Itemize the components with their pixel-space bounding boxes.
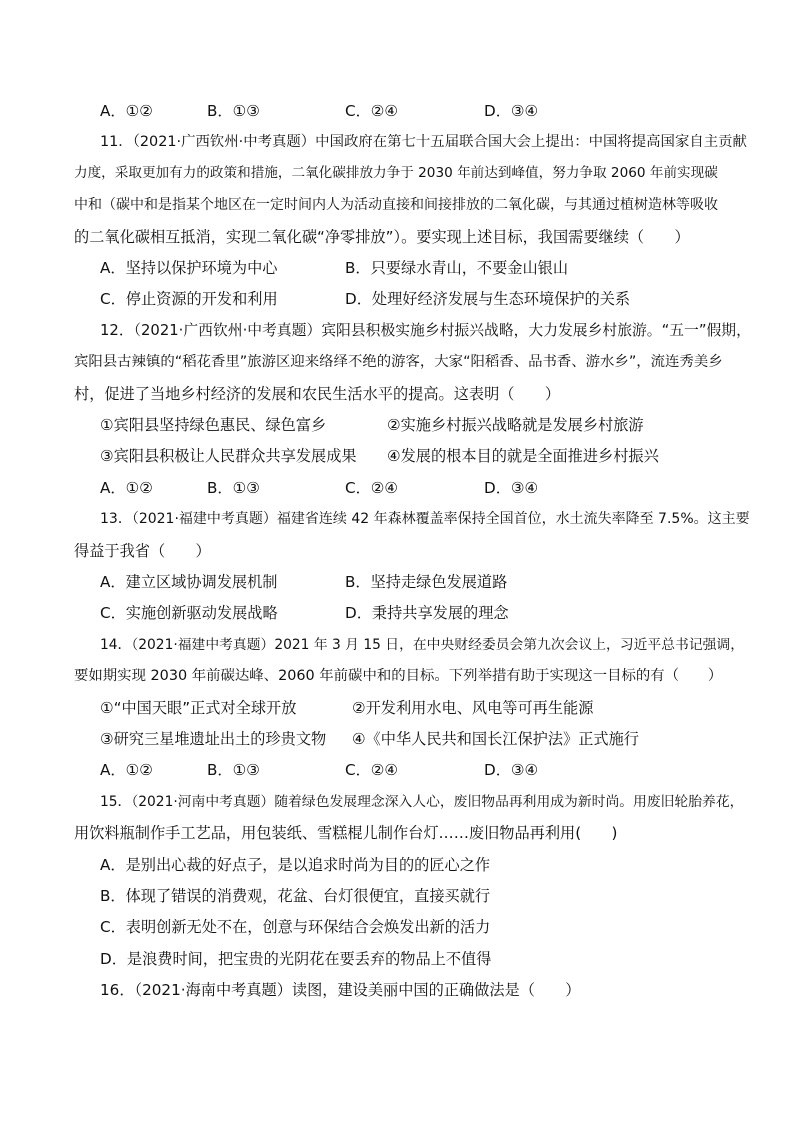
q14-statement-2: ②开发利用水电、风电等可再生能源 [352,699,594,717]
q11-options-row-2 [100,289,720,309]
q13-option-b: B．坚持走绿色发展道路 [345,573,508,591]
q14-statement-1: ①“中国天眼”正式对全球开放 [100,699,297,717]
q11-stem-line-1: 11．（2021·广西钦州·中考真题）中国政府在第七十五届联合国大会上提出：中国将提高国家自主贡献 [100,134,747,150]
q15-stem-line-2: 用饮料瓶制作手工艺品，用包装纸、雪糕棍儿制作台灯……废旧物品再利用( ) [74,824,618,842]
q13-option-a: A．建立区域协调发展机制 [100,573,278,591]
q11-stem-line-4: 的二氧化碳相互抵消，实现二氧化碳“净零排放”）。要实现上述目标，我国需要继续（ ） [74,228,690,246]
q12-statement-2: ②实施乡村振兴战略就是发展乡村旅游 [387,416,644,434]
q15-stem-line-1: 15．（2021·河南中考真题）随着绿色发展理念深入人心，废旧物品再利用成为新时尚。用废旧轮胎养花， [100,794,744,810]
q11-option-a: A．坚持以保护环境为中心 [100,259,278,277]
q12-statement-4: ④发展的根本目的就是全面推进乡村振兴 [387,447,659,465]
q12-option-a: A．①② [100,479,153,497]
q11-option-c: C．停止资源的开发和利用 [100,290,278,308]
q11-options-row-1 [100,258,720,278]
q12-option-b: B．①③ [207,479,260,497]
q12-option-d: D．③④ [484,479,539,497]
q10-option-c: C．②④ [345,102,399,120]
q12-stem-line-1: 12．（2021·广西钦州·中考真题）宾阳县积极实施乡村振兴战略，大力发展乡村旅游。“五一”假期， [100,322,751,339]
q13-stem-line-2: 得益于我省（ ） [74,542,211,560]
q14-statements-row-2 [100,729,720,749]
q11-stem-line-2: 力度，采取更加有力的政策和措施，二氧化碳排放力争于 2030 年前达到峰值，努力争取 2060 年前实现碳 [74,165,718,181]
q10-options [100,101,720,121]
q15-option-b: B．体现了错误的消费观，花盆、台灯很便宜，直接买就行 [100,887,491,905]
q10-option-d: D．③④ [484,102,539,120]
q13-option-d: D．秉持共享发展的理念 [345,604,509,622]
q12-statements-row-1 [100,415,720,435]
q12-statement-1: ①宾阳县坚持绿色惠民、绿色富乡 [100,416,327,434]
q15-option-c: C．表明创新无处不在，创意与环保结合会焕发出新的活力 [100,918,491,936]
q11-stem-line-3: 中和（碳中和是指某个地区在一定时间内人为活动直接和间接排放的二氧化碳，与其通过植树造林等吸收 [74,197,718,213]
q11-option-b: B．只要绿水青山，不要金山银山 [345,259,569,277]
q10-option-a: A．①② [100,102,153,120]
q14-statement-3: ③研究三星堆遗址出土的珍贵文物 [100,730,327,748]
q12-options [100,478,720,498]
q12-statements-row-2 [100,446,720,466]
q12-stem-line-3: 村，促进了当地乡村经济的发展和农民生活水平的提高。这表明（ ） [74,385,560,403]
q11-option-d: D．处理好经济发展与生态环境保护的关系 [345,290,631,308]
q14-options [100,760,720,780]
q14-statements-row-1 [100,698,720,718]
q14-stem-line-2: 要如期实现 2030 年前碳达峰、2060 年前碳中和的目标。下列举措有助于实现这一目标的有（ ） [74,668,723,684]
q15-option-a: A．是别出心裁的好点子，是以追求时尚为目的的匠心之作 [100,856,491,874]
q14-stem-line-1: 14．（2021·福建中考真题）2021 年 3 月 15 日，在中央财经委员会第九次会议上，习近平总书记强调， [100,637,745,653]
q13-stem-line-1: 13．（2021·福建中考真题）福建省连续 42 年森林覆盖率保持全国首位，水土流失率降至 7.5%。这主要 [100,511,750,527]
q13-options-row-2 [100,603,720,623]
q14-statement-4: ④《中华人民共和国长江保护法》正式施行 [352,730,639,748]
q14-option-b: B．①③ [207,761,260,779]
q14-option-a: A．①② [100,761,153,779]
q12-option-c: C．②④ [345,479,399,497]
q12-statement-3: ③宾阳县积极让人民群众共享发展成果 [100,447,357,465]
q12-stem-line-2: 宾阳县古辣镇的“稻花香里”旅游区迎来络绎不绝的游客，大家“阳稻香、品书香、游水乡”，流连秀美乡 [74,354,723,370]
q14-option-d: D．③④ [484,761,539,779]
q13-option-c: C．实施创新驱动发展战略 [100,604,278,622]
q14-option-c: C．②④ [345,761,399,779]
q15-option-d: D．是浪费时间，把宝贵的光阴花在要丢弃的物品上不值得 [100,950,492,968]
q13-options-row-1 [100,572,720,592]
q10-option-b: B．①③ [207,102,260,120]
q16-stem-line-1: 16．（2021·海南中考真题）读图，建设美丽中国的正确做法是（ ） [100,981,581,999]
